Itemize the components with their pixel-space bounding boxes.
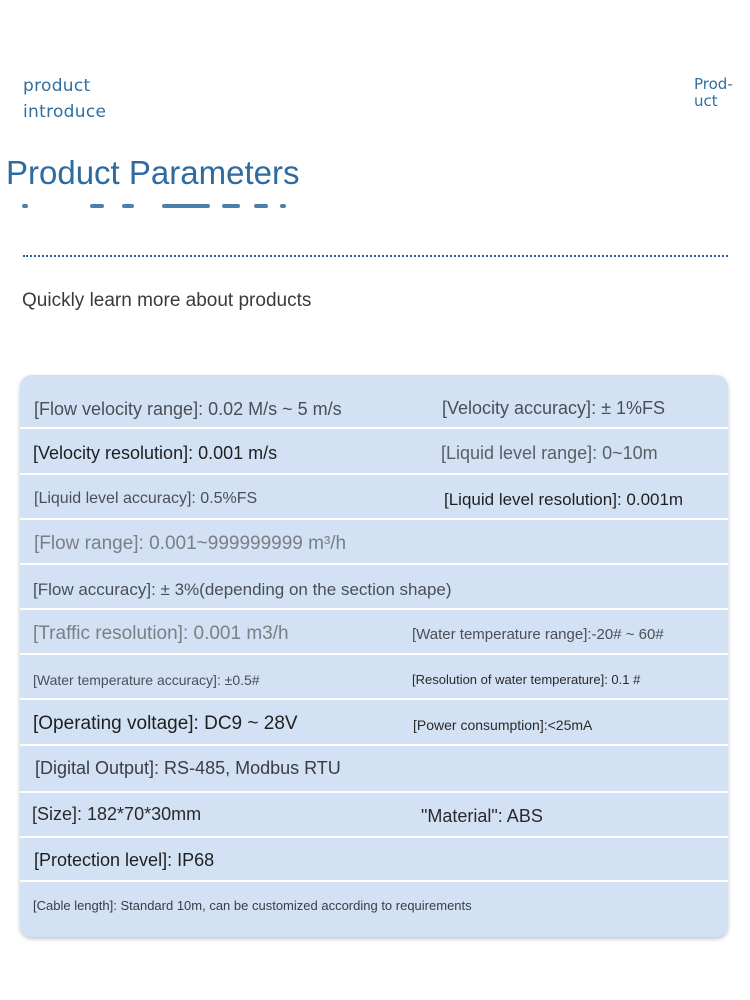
- parameter-row: [20, 838, 728, 882]
- param-water-temperature-resolution: [Resolution of water temperature]: 0.1 #: [412, 672, 641, 687]
- param-operating-voltage: [Operating voltage]: DC9 ~ 28V: [33, 713, 298, 734]
- param-flow-range: [Flow range]: 0.001~999999999 m³/h: [34, 533, 347, 554]
- intro-line-2: introduce: [23, 102, 107, 122]
- param-material: "Material": ABS: [421, 806, 543, 826]
- param-cable-length: [Cable length]: Standard 10m, can be customized according to requirements: [33, 898, 472, 913]
- parameter-row: [20, 700, 728, 746]
- param-traffic-resolution: [Traffic resolution]: 0.001 m3/h: [33, 623, 289, 644]
- intro-line-1: product: [23, 76, 91, 96]
- dotted-divider: [23, 255, 728, 257]
- param-liquid-level-accuracy: [Liquid level accuracy]: 0.5%FS: [34, 490, 258, 507]
- parameter-row: [20, 746, 728, 793]
- parameter-row: [20, 565, 728, 610]
- param-water-temperature-accuracy: [Water temperature accuracy]: ±0.5#: [33, 672, 260, 688]
- param-velocity-resolution: [Velocity resolution]: 0.001 m/s: [33, 443, 278, 463]
- param-power-consumption: [Power consumption]:<25mA: [413, 717, 593, 733]
- param-liquid-level-range: [Liquid level range]: 0~10m: [441, 443, 658, 463]
- param-velocity-accuracy: [Velocity accuracy]: ± 1%FS: [442, 398, 665, 418]
- side-label-line-1: Prod-: [694, 75, 733, 93]
- param-water-temperature-range: [Water temperature range]:-20# ~ 60#: [412, 626, 664, 643]
- parameter-row: [20, 429, 728, 475]
- param-flow-accuracy: [Flow accuracy]: ± 3%(depending on the section shape): [33, 580, 452, 599]
- param-flow-velocity-range: [Flow velocity range]: 0.02 M/s ~ 5 m/s: [34, 399, 342, 419]
- param-protection-level: [Protection level]: IP68: [34, 850, 215, 870]
- parameter-row: [20, 610, 728, 655]
- side-label-line-2: uct: [694, 92, 718, 110]
- title-decoration: [22, 204, 288, 212]
- page-title: Product Parameters: [6, 154, 300, 191]
- product-side-label: [694, 76, 750, 110]
- parameter-row: [20, 793, 728, 838]
- param-size: [Size]: 182*70*30mm: [32, 804, 202, 824]
- parameters-panel: [20, 375, 728, 937]
- section-subtitle: Quickly learn more about products: [22, 290, 312, 311]
- param-liquid-level-resolution: [Liquid level resolution]: 0.001m: [444, 490, 684, 509]
- parameter-row: [20, 520, 728, 565]
- parameter-row: [20, 882, 728, 937]
- parameter-row: [20, 655, 728, 700]
- parameter-row: [20, 475, 728, 520]
- param-digital-output: [Digital Output]: RS-485, Modbus RTU: [35, 758, 341, 778]
- product-introduce-label: [23, 73, 106, 125]
- parameter-row: [20, 375, 728, 429]
